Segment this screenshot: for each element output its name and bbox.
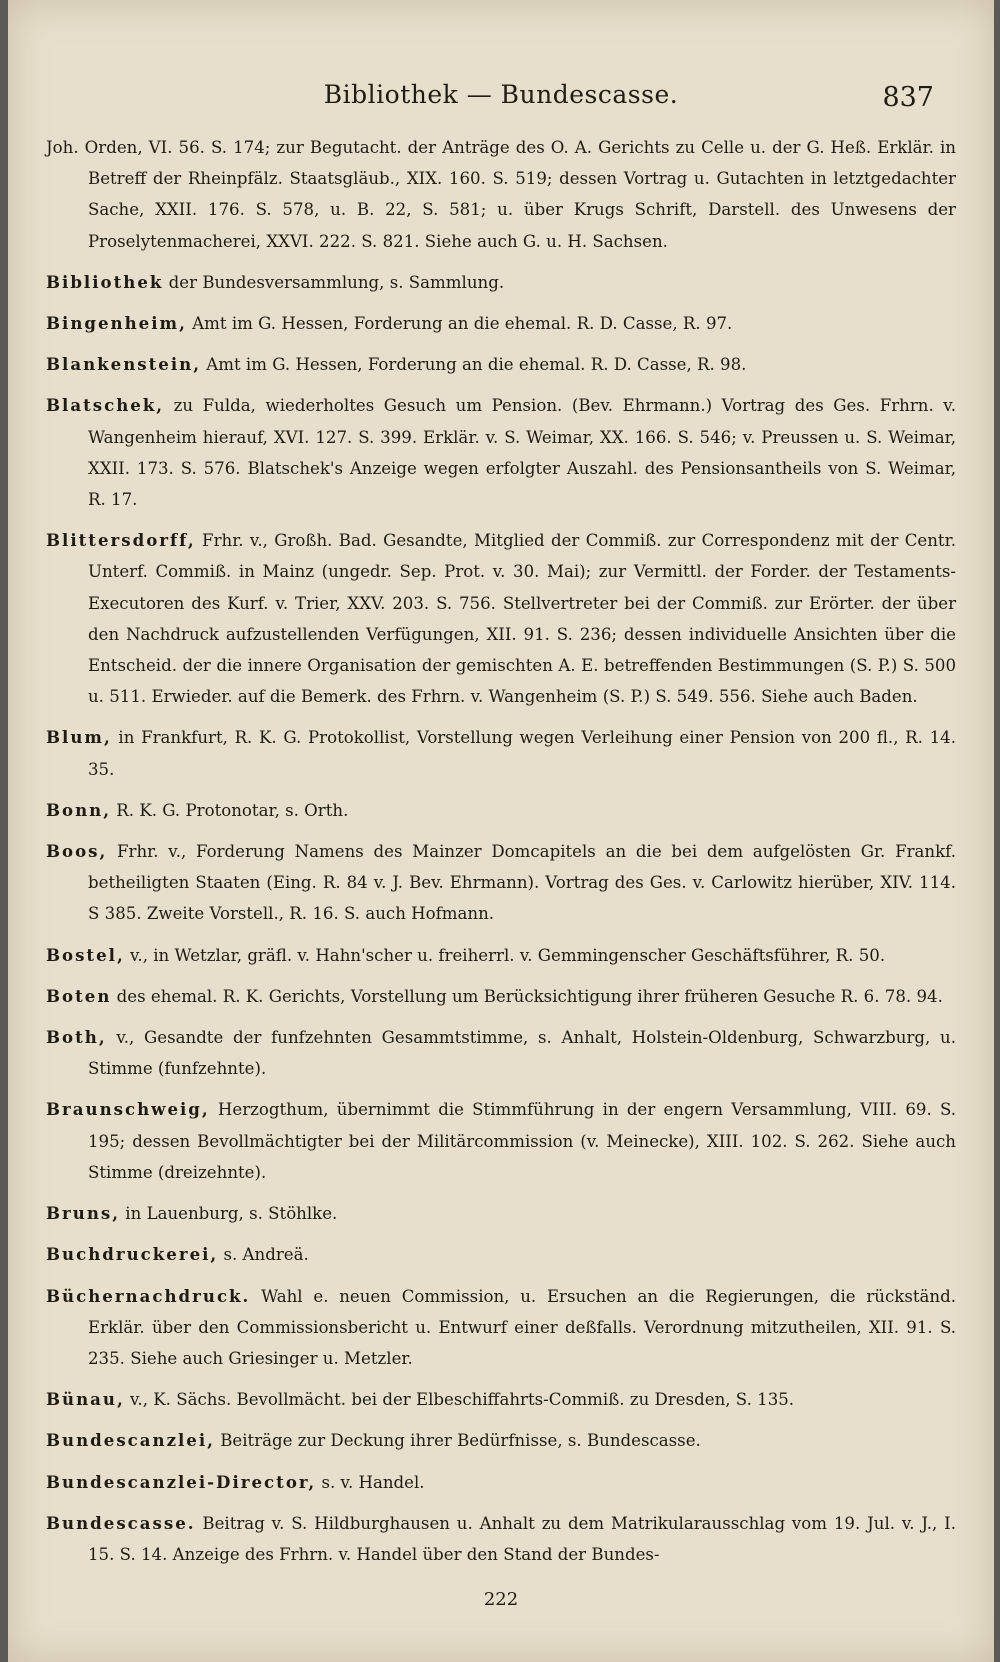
- index-entry: [46, 1384, 956, 1415]
- entry-text: Joh. Orden, VI. 56. S. 174; zur Begutacht. der Anträge des O. A. Gerichts zu Celle u. der G. Heß. Erklär. in Betreff der Rheinpfälz. Staatsgläub., XIX. 160. S. 519; dessen Vortrag u. Gutachten in letztgedachter Sache, XXII. 176. S. 578, u. B. 22, S. 581; u. über Krugs Schrift, Darstell. des Unwesens der Proselytenmacherei, XXVI. 222. S. 821. Siehe auch G. u. H. Sachsen.: [46, 138, 956, 251]
- entry-headword: Blittersdorff,: [46, 530, 196, 551]
- entry-headword: Bostel,: [46, 944, 125, 965]
- entry-text: Amt im G. Hessen, Forderung an die ehemal. R. D. Casse, R. 97.: [186, 314, 733, 334]
- index-entry: [46, 981, 956, 1012]
- entry-text: Beitrag v. S. Hildburghausen u. Anhalt zu dem Matrikularausschlag vom 19. Jul. v. J., I. 15. S. 14. Anzeige des Frhrn. v. Handel über den Stand der Bundes-: [88, 1513, 956, 1564]
- signature-mark: 222: [483, 1589, 519, 1610]
- entry-text: Beiträge zur Deckung ihrer Bedürfnisse, s. Bundescasse.: [214, 1431, 701, 1451]
- entry-headword: Bundescanzlei,: [46, 1430, 215, 1451]
- entry-headword: Blankenstein,: [46, 354, 201, 375]
- index-entry: [46, 1239, 956, 1270]
- entry-headword: Bundescasse.: [46, 1512, 196, 1533]
- running-title: Bibliothek — Bundescasse.: [323, 80, 679, 109]
- index-entry: [46, 132, 956, 257]
- entry-headword: Braunschweig,: [46, 1099, 210, 1120]
- entry-text: v., K. Sächs. Bevollmächt. bei der Elbeschiffahrts-Commiß. zu Dresden, S. 135.: [124, 1390, 795, 1410]
- index-entry: [46, 390, 956, 515]
- index-entry: [46, 1198, 956, 1229]
- index-entry: [46, 1425, 956, 1456]
- entry-headword: Bundescanzlei-Director,: [46, 1471, 317, 1492]
- entry-headword: Boos,: [46, 841, 108, 862]
- entry-text: in Frankfurt, R. K. G. Protokollist, Vorstellung wegen Verleihung einer Pension von 200 fl., R. 14. 35.: [88, 728, 956, 779]
- entry-headword: Bibliothek: [46, 271, 164, 292]
- entry-text: Amt im G. Hessen, Forderung an die ehemal. R. D. Casse, R. 98.: [200, 355, 747, 375]
- index-entry: [46, 267, 956, 298]
- entry-text: s. v. Handel.: [316, 1472, 425, 1492]
- index-entry: [46, 1508, 956, 1570]
- index-entry: [46, 836, 956, 930]
- entry-headword: Both,: [46, 1027, 107, 1048]
- entry-text: Herzogthum, übernimmt die Stimmführung in der engern Versammlung, VIII. 69. S. 195; dessen Bevollmächtigter bei der Militärcommission (v. Meinecke), XIII. 102. S. 262. Siehe auch Stimme (dreizehnte).: [88, 1100, 956, 1182]
- entry-text: in Lauenburg, s. Stöhlke.: [120, 1204, 338, 1224]
- index-entry: [46, 1281, 956, 1375]
- entry-text: v., in Wetzlar, gräfl. v. Hahn'scher u. freiherrl. v. Gemmingenscher Geschäftsführer, R. 50.: [124, 945, 886, 965]
- index-entries: [46, 132, 956, 1580]
- index-entry: [46, 1094, 956, 1188]
- entry-text: Frhr. v., Forderung Namens des Mainzer Domcapitels an die bei dem aufgelösten Gr. Frankf. betheiligten Staaten (Eing. R. 84 v. J. Bev. Ehrmann). Vortrag des Ges. v. Carlowitz hierüber, XIV. 114. S 385. Zweite Vorstell., R. 16. S. auch Hofmann.: [88, 842, 956, 924]
- entry-headword: Bingenheim,: [46, 313, 187, 334]
- index-entry: [46, 349, 956, 380]
- entry-headword: Büchernachdruck.: [46, 1285, 251, 1306]
- index-entry: [46, 795, 956, 826]
- index-entry: [46, 940, 956, 971]
- entry-text: der Bundesversammlung, s. Sammlung.: [163, 272, 505, 292]
- index-entry: [46, 1022, 956, 1084]
- book-page: [8, 0, 994, 1662]
- entry-headword: Blum,: [46, 727, 112, 748]
- entry-text: v., Gesandte der funfzehnten Gesammtstimme, s. Anhalt, Holstein-Oldenburg, Schwarzburg, u. Stimme (funfzehnte).: [88, 1028, 956, 1079]
- index-entry: [46, 308, 956, 339]
- entry-text: Wahl e. neuen Commission, u. Ersuchen an die Regierungen, die rückständ. Erklär. über den Commissionsbericht u. Entwurf einer deßfalls. Verordnung mitzutheilen, XII. 91. S. 235. Siehe auch Griesinger u. Metzler.: [88, 1286, 956, 1368]
- entry-headword: Bonn,: [46, 799, 111, 820]
- entry-text: zu Fulda, wiederholtes Gesuch um Pension. (Bev. Ehrmann.) Vortrag des Ges. Frhrn. v. Wangenheim hierauf, XVI. 127. S. 399. Erklär. v. S. Weimar, XX. 166. S. 546; v. Preussen u. S. Weimar, XXII. 173. S. 576. Blatschek's Anzeige wegen erfolgter Auszahl. des Pensionsantheils von S. Weimar, R. 17.: [88, 396, 956, 510]
- entry-text: Frhr. v., Großh. Bad. Gesandte, Mitglied der Commiß. zur Correspondenz mit der Centr. Unterf. Commiß. in Mainz (ungedr. Sep. Prot. v. 30. Mai); zur Vermittl. der Forder. der Testaments-Executoren des Kurf. v. Trier, XXV. 203. S. 756. Stellvertreter bei der Commiß. zur Erörter. der über den Nachdruck aufzustellenden Verfügungen, XII. 91. S. 236; dessen individuelle Ansichten über die Entscheid. der die innere Organisation der gemischten A. E. betreffenden Bestimmungen (S. P.) S. 500 u. 511. Erwieder. auf die Bemerk. des Frhrn. v. Wangenheim (S. P.) S. 549. 556. Siehe auch Baden.: [88, 531, 956, 707]
- index-entry: [46, 525, 956, 712]
- entry-headword: Buchdruckerei,: [46, 1244, 219, 1265]
- entry-headword: Bruns,: [46, 1203, 121, 1224]
- entry-text: des ehemal. R. K. Gerichts, Vorstellung um Berücksichtigung ihrer früheren Gesuche R. 6. 78. 94.: [111, 986, 943, 1006]
- index-entry: [46, 1467, 956, 1498]
- entry-text: s. Andreä.: [218, 1245, 309, 1265]
- index-entry: [46, 722, 956, 784]
- page-header: [8, 80, 994, 120]
- entry-headword: Bünau,: [46, 1389, 125, 1410]
- page-number: 837: [882, 82, 934, 113]
- entry-headword: Blatschek,: [46, 395, 165, 416]
- entry-text: R. K. G. Protonotar, s. Orth.: [111, 800, 349, 820]
- entry-headword: Boten: [46, 985, 112, 1006]
